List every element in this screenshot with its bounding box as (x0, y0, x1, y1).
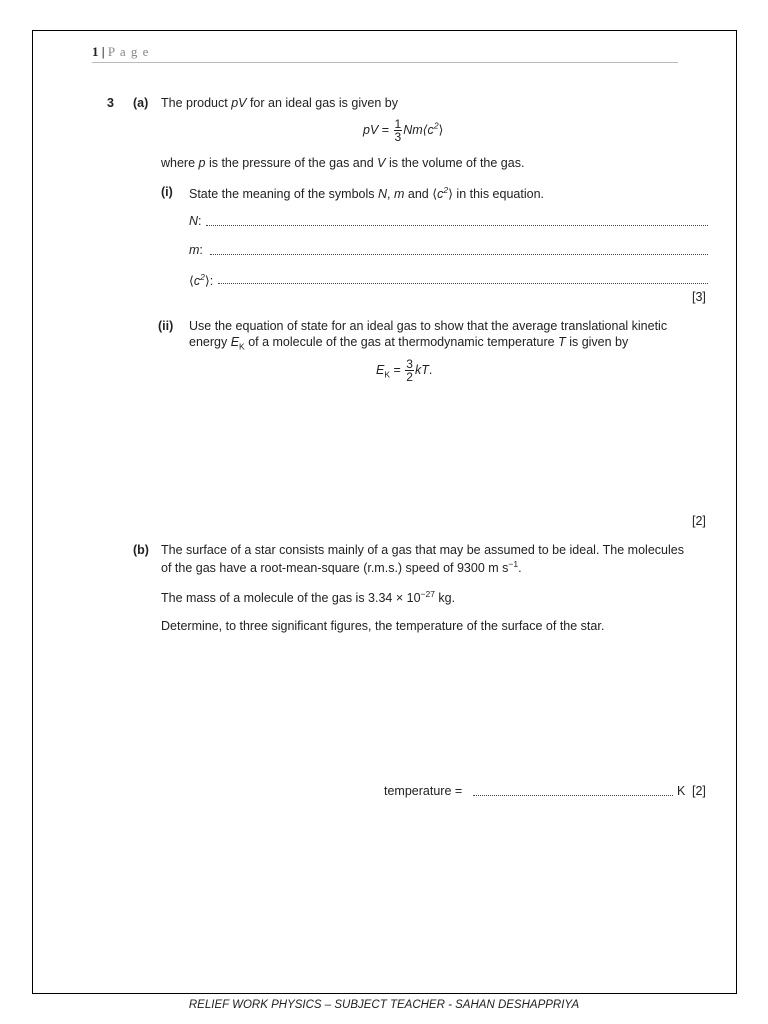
part-b-line-2: of the gas have a root-mean-square (r.m.s.) speed of 9300 m $s^{-1}$. (161, 559, 522, 576)
page-word: P a g e (107, 44, 150, 59)
pv-equation: pV = $\frac{1}{3}$ $Nm⟨c^2⟩$ (363, 117, 444, 144)
part-b-label: (b) (133, 543, 149, 557)
part-ii-line-1: Use the equation of state for an ideal gas to show that the average translational kinetic (189, 319, 668, 333)
question-number: 3 (107, 96, 114, 110)
part-a-label: (a) (133, 96, 149, 110)
temperature-label: temperature = (384, 784, 463, 798)
temperature-unit: K (677, 784, 686, 798)
part-i-question: State the meaning of the symbols N, m and $⟨c^2⟩$ in this equation. (189, 185, 544, 202)
ek-equation: $E_K$ = $\frac{3}{2}$ kT. (376, 357, 433, 384)
answer-label-m: m: (189, 243, 203, 257)
header-separator: | (98, 44, 108, 59)
part-a-intro: The product pV for an ideal gas is given by (161, 96, 398, 110)
answer-line-c2[interactable] (218, 283, 708, 284)
part-b-mass: The mass of a molecule of the gas is $3.34 \times 10^{-27}$ kg. (161, 589, 456, 606)
page-border (32, 30, 737, 994)
part-i-label: (i) (161, 185, 173, 199)
answer-line-n[interactable] (206, 225, 708, 226)
working-space-part-b[interactable] (161, 640, 708, 775)
marks-part-b: [2] (692, 784, 706, 798)
fraction-one-third: $\frac{1}{3}$ (394, 117, 402, 144)
answer-label-c2: $⟨c^2⟩$: (189, 272, 214, 289)
marks-part-i: [3] (692, 290, 706, 304)
answer-label-n: N: (189, 214, 202, 228)
part-b-determine: Determine, to three significant figures, the temperature of the surface of the star. (161, 619, 605, 633)
temperature-answer-line[interactable] (473, 795, 673, 796)
answer-line-m[interactable] (210, 254, 708, 255)
fraction-three-halves: $\frac{3}{2}$ (406, 357, 413, 384)
part-ii-label: (ii) (158, 319, 174, 333)
where-text: where p is the pressure of the gas and V is the volume of the gas. (161, 156, 525, 170)
header-rule (92, 62, 678, 63)
marks-part-ii: [2] (692, 514, 706, 528)
page-footer: RELIEF WORK PHYSICS – SUBJECT TEACHER - SAHAN DESHAPPRIYA (188, 999, 580, 1011)
page-header (92, 44, 149, 60)
working-space-part-ii[interactable] (189, 395, 708, 505)
page-number: 1 (92, 44, 99, 59)
part-b-line-1: The surface of a star consists mainly of a gas that may be assumed to be ideal. The molecules (161, 543, 684, 557)
part-ii-line-2: energy $E_K$ of a molecule of the gas at thermodynamic temperature T is given by (189, 335, 629, 352)
